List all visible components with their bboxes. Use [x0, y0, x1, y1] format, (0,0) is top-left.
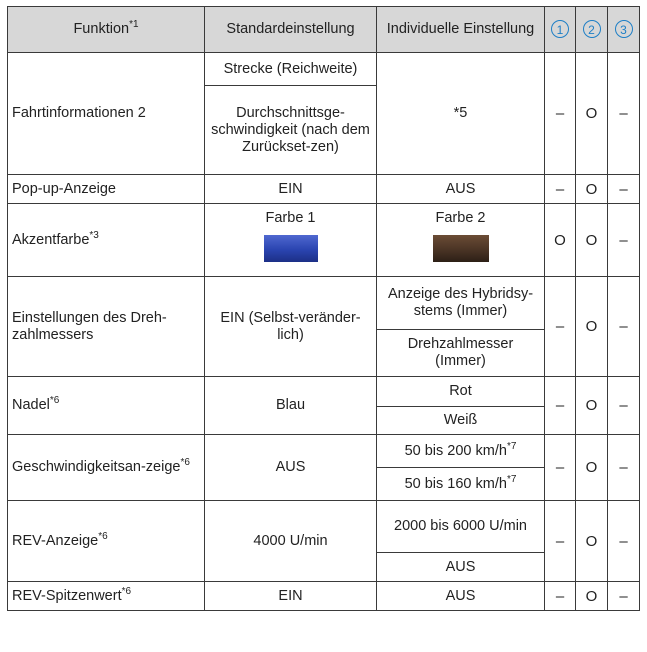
individual-value: AUS — [377, 553, 545, 582]
standard-value: Blau — [205, 377, 377, 435]
row-label: Einstellungen des Dreh-zahlmessers — [8, 277, 205, 377]
settings-table — [7, 6, 640, 611]
standard-value: Durchschnittsge-schwindigkeit (nach dem Zurückset-zen) — [205, 86, 377, 175]
header-individuell: Individuelle Einstellung — [377, 7, 545, 53]
mark-col-1: – — [545, 53, 576, 175]
standard-value: Farbe 1 — [205, 204, 377, 277]
color-swatch-brown — [433, 235, 489, 262]
color-swatch-blue — [264, 235, 318, 262]
individual-value: Drehzahlmesser (Immer) — [377, 330, 545, 377]
table-row — [8, 501, 640, 553]
table-row — [8, 204, 640, 277]
mark-col-1: – — [545, 377, 576, 435]
table-row — [8, 435, 640, 468]
mark-col-2: O — [576, 377, 608, 435]
row-label: Pop-up-Anzeige — [8, 175, 205, 204]
header-col-2 — [576, 7, 608, 53]
table-row — [8, 582, 640, 611]
individual-value: 50 bis 200 $km/h^{*7}$ — [377, 435, 545, 468]
circled-1-icon: 1 — [551, 20, 569, 38]
standard-value: EIN — [205, 582, 377, 611]
standard-value: EIN — [205, 175, 377, 204]
standard-value: 4000 U/min — [205, 501, 377, 582]
mark-col-2: O — [576, 277, 608, 377]
header-col-3 — [608, 7, 640, 53]
individual-value: 2000 bis 6000 U/min — [377, 501, 545, 553]
row-label: Nadel$^{*6}$ — [8, 377, 205, 435]
table-header-row — [8, 7, 640, 53]
mark-col-3: – — [608, 377, 640, 435]
mark-col-3: – — [608, 204, 640, 277]
mark-col-1: – — [545, 277, 576, 377]
mark-col-1: – — [545, 175, 576, 204]
individual-value: AUS — [377, 175, 545, 204]
mark-col-3: – — [608, 53, 640, 175]
header-funktion: Funktion$^{*1}$ — [8, 7, 205, 53]
mark-col-3: – — [608, 277, 640, 377]
circled-2-icon: 2 — [583, 20, 601, 38]
standard-value: AUS — [205, 435, 377, 501]
mark-col-2: O — [576, 501, 608, 582]
table-row — [8, 377, 640, 407]
table-row — [8, 53, 640, 86]
header-standard: Standardeinstellung — [205, 7, 377, 53]
individual-value: Rot — [377, 377, 545, 407]
header-col-1 — [545, 7, 576, 53]
row-label: Geschwindigkeitsan-zeige$^{*6}$ — [8, 435, 205, 501]
mark-col-3: – — [608, 501, 640, 582]
row-label: REV-Spitzenwert$^{*6}$ — [8, 582, 205, 611]
individual-value: Anzeige des Hybridsy-stems (Immer) — [377, 277, 545, 330]
row-label: REV-Anzeige$^{*6}$ — [8, 501, 205, 582]
standard-value: EIN (Selbst-veränder-lich) — [205, 277, 377, 377]
individual-value: Weiß — [377, 407, 545, 435]
individual-value: AUS — [377, 582, 545, 611]
table-row — [8, 277, 640, 330]
mark-col-3: – — [608, 175, 640, 204]
mark-col-2: O — [576, 435, 608, 501]
row-label: Fahrtinformationen 2 — [8, 53, 205, 175]
individual-value: Farbe 2 — [377, 204, 545, 277]
mark-col-2: O — [576, 204, 608, 277]
mark-col-2: O — [576, 582, 608, 611]
mark-col-1: O — [545, 204, 576, 277]
individual-value: *5 — [377, 53, 545, 175]
circled-3-icon: 3 — [615, 20, 633, 38]
table-row — [8, 175, 640, 204]
mark-col-3: – — [608, 582, 640, 611]
mark-col-3: – — [608, 435, 640, 501]
mark-col-1: – — [545, 582, 576, 611]
standard-value: Strecke (Reichweite) — [205, 53, 377, 86]
individual-value: 50 bis 160 $km/h^{*7}$ — [377, 468, 545, 501]
row-label: Akzentfarbe$^{*3}$ — [8, 204, 205, 277]
mark-col-1: – — [545, 435, 576, 501]
mark-col-1: – — [545, 501, 576, 582]
mark-col-2: O — [576, 175, 608, 204]
mark-col-2: O — [576, 53, 608, 175]
